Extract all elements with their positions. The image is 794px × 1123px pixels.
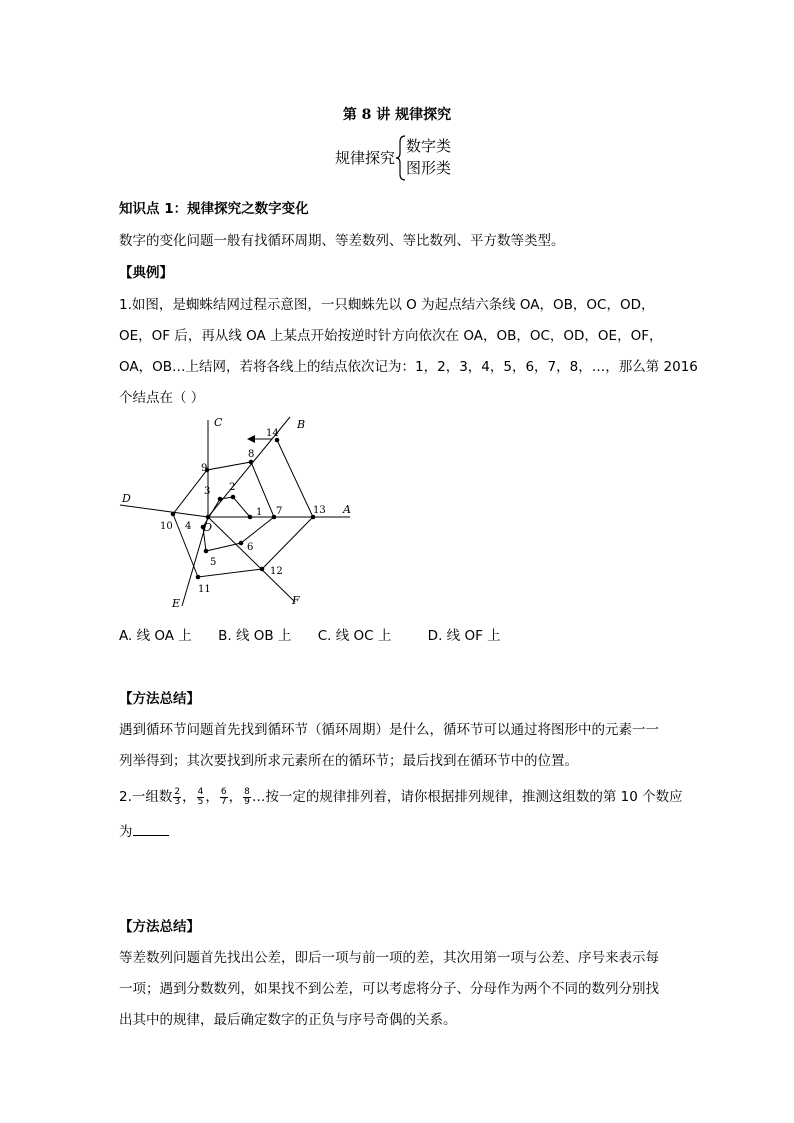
summary2-line3: 出其中的规律，最后确定数字的正负与序号奇偶的关系。 [119, 1012, 457, 1028]
node-5 [204, 549, 209, 554]
label-ray-d: D [122, 492, 131, 505]
q1-line4: 个结点在（ ） [119, 390, 205, 406]
section-heading: 知识点 1：规律探究之数字变化 [119, 201, 309, 217]
page-title: 第 8 讲 规律探究 [342, 107, 452, 123]
node-3 [218, 497, 223, 502]
option-b[interactable]: B. 线 OB 上 [218, 628, 292, 644]
label-ray-c: C [214, 416, 223, 429]
label-ray-f: F [292, 594, 300, 607]
label-center-o: O [203, 521, 213, 534]
node-10 [171, 512, 176, 517]
label-ray-e: E [172, 597, 181, 610]
node-1 [248, 515, 253, 520]
ray-od [120, 505, 208, 517]
outline-label: 规律探究 [335, 149, 396, 167]
node-12 [260, 567, 265, 572]
q1-line1: 1.如图，是蜘蛛结网过程示意图，一只蜘蛛先以 O 为起点结六条线 OA，OB，OC，OD， [119, 297, 655, 313]
outline-item-number: 数字类 [406, 137, 452, 155]
spider-web-figure [110, 410, 370, 615]
label-node-9: 9 [201, 463, 208, 474]
summary2-line2: 一项；遇到分数数列，如果找不到公差，可以考虑将分子、分母作为两个不同的数列分别找 [119, 981, 659, 997]
summary2-line1: 等差数列问题首先找出公差，即后一项与前一项的差，其次用第一项与公差、序号来表示每 [119, 950, 659, 966]
node-o [206, 515, 211, 520]
q1-options [119, 624, 523, 644]
label-node-3: 3 [204, 486, 211, 497]
label-node-13: 13 [313, 505, 326, 516]
outline-item-shape: 图形类 [406, 159, 452, 177]
label-node-12: 12 [270, 566, 283, 577]
label-node-10: 10 [160, 521, 173, 532]
summary1-line1: 遇到循环节问题首先找到循环节（循环周期）是什么，循环节可以通过将图形中的元素一一 [119, 722, 659, 738]
fraction-4: $\frac{8}{9}$ [244, 786, 250, 807]
summary1-line2: 列举得到；其次要找到所求元素所在的循环节；最后找到在循环节中的位置。 [119, 753, 578, 769]
fraction-2: $\frac{4}{5}$ [197, 786, 204, 807]
summary1-tag: 【方法总结】 [119, 691, 200, 707]
outline-items [406, 135, 451, 179]
option-d[interactable]: D. 线 OF 上 [427, 628, 501, 644]
node-11 [196, 575, 201, 580]
node-8 [249, 460, 254, 465]
label-node-1: 1 [256, 507, 263, 518]
ray-of [208, 517, 295, 602]
label-node-7: 7 [276, 506, 283, 517]
label-ray-b: B [297, 418, 306, 431]
q2-prefix: 2.一组数 [119, 789, 173, 805]
q2-line2-text: 为 [119, 824, 133, 840]
q1-line2: OE，OF 后，再从线 OA 上某点开始按逆时针方向依次在 OA，OB，OC，OD，OE，OF， [119, 328, 663, 344]
summary2-tag: 【方法总结】 [119, 919, 200, 935]
answer-blank[interactable] [133, 823, 169, 836]
label-node-11: 11 [198, 584, 211, 595]
q2-suffix: …按一定的规律排列着，请你根据排列规律，推测这组数的第 10 个数应 [251, 789, 683, 805]
option-c[interactable]: C. 线 OC 上 [317, 628, 392, 644]
node-6 [239, 541, 244, 546]
node-2 [231, 495, 236, 500]
label-node-6: 6 [247, 542, 254, 553]
label-node-8: 8 [248, 449, 255, 460]
label-node-14: 14 [266, 428, 279, 439]
arrow-head-icon [247, 435, 255, 443]
web-path [173, 440, 313, 577]
q2-line1: 2.一组数 $\frac{2}{3}$ ， $\frac{4}{5}$ ， $\frac{6}{7}$ ， $\frac{8}{9}$ …按一定的规律排列着，请你根据排列规律，推测这组数的第 10 个数应 [119, 786, 683, 807]
section-intro: 数字的变化问题一般有找循环周期、等差数列、等比数列、平方数等类型。 [119, 233, 565, 249]
q2-line2 [119, 820, 169, 840]
fraction-1: $\frac{2}{3}$ [174, 786, 181, 807]
q1-line3: OA，OB…上结网，若将各线上的结点依次记为：1，2，3，4，5，6，7，8，…，那么第 2016 [119, 359, 698, 375]
option-a[interactable]: A. 线 OA 上 [119, 628, 192, 644]
label-node-5: 5 [210, 557, 217, 568]
label-node-4: 4 [185, 521, 192, 532]
fraction-3: $\frac{6}{7}$ [220, 786, 227, 807]
example-tag: 【典例】 [119, 265, 173, 281]
label-node-2: 2 [229, 482, 236, 493]
label-ray-a: A [343, 503, 351, 516]
